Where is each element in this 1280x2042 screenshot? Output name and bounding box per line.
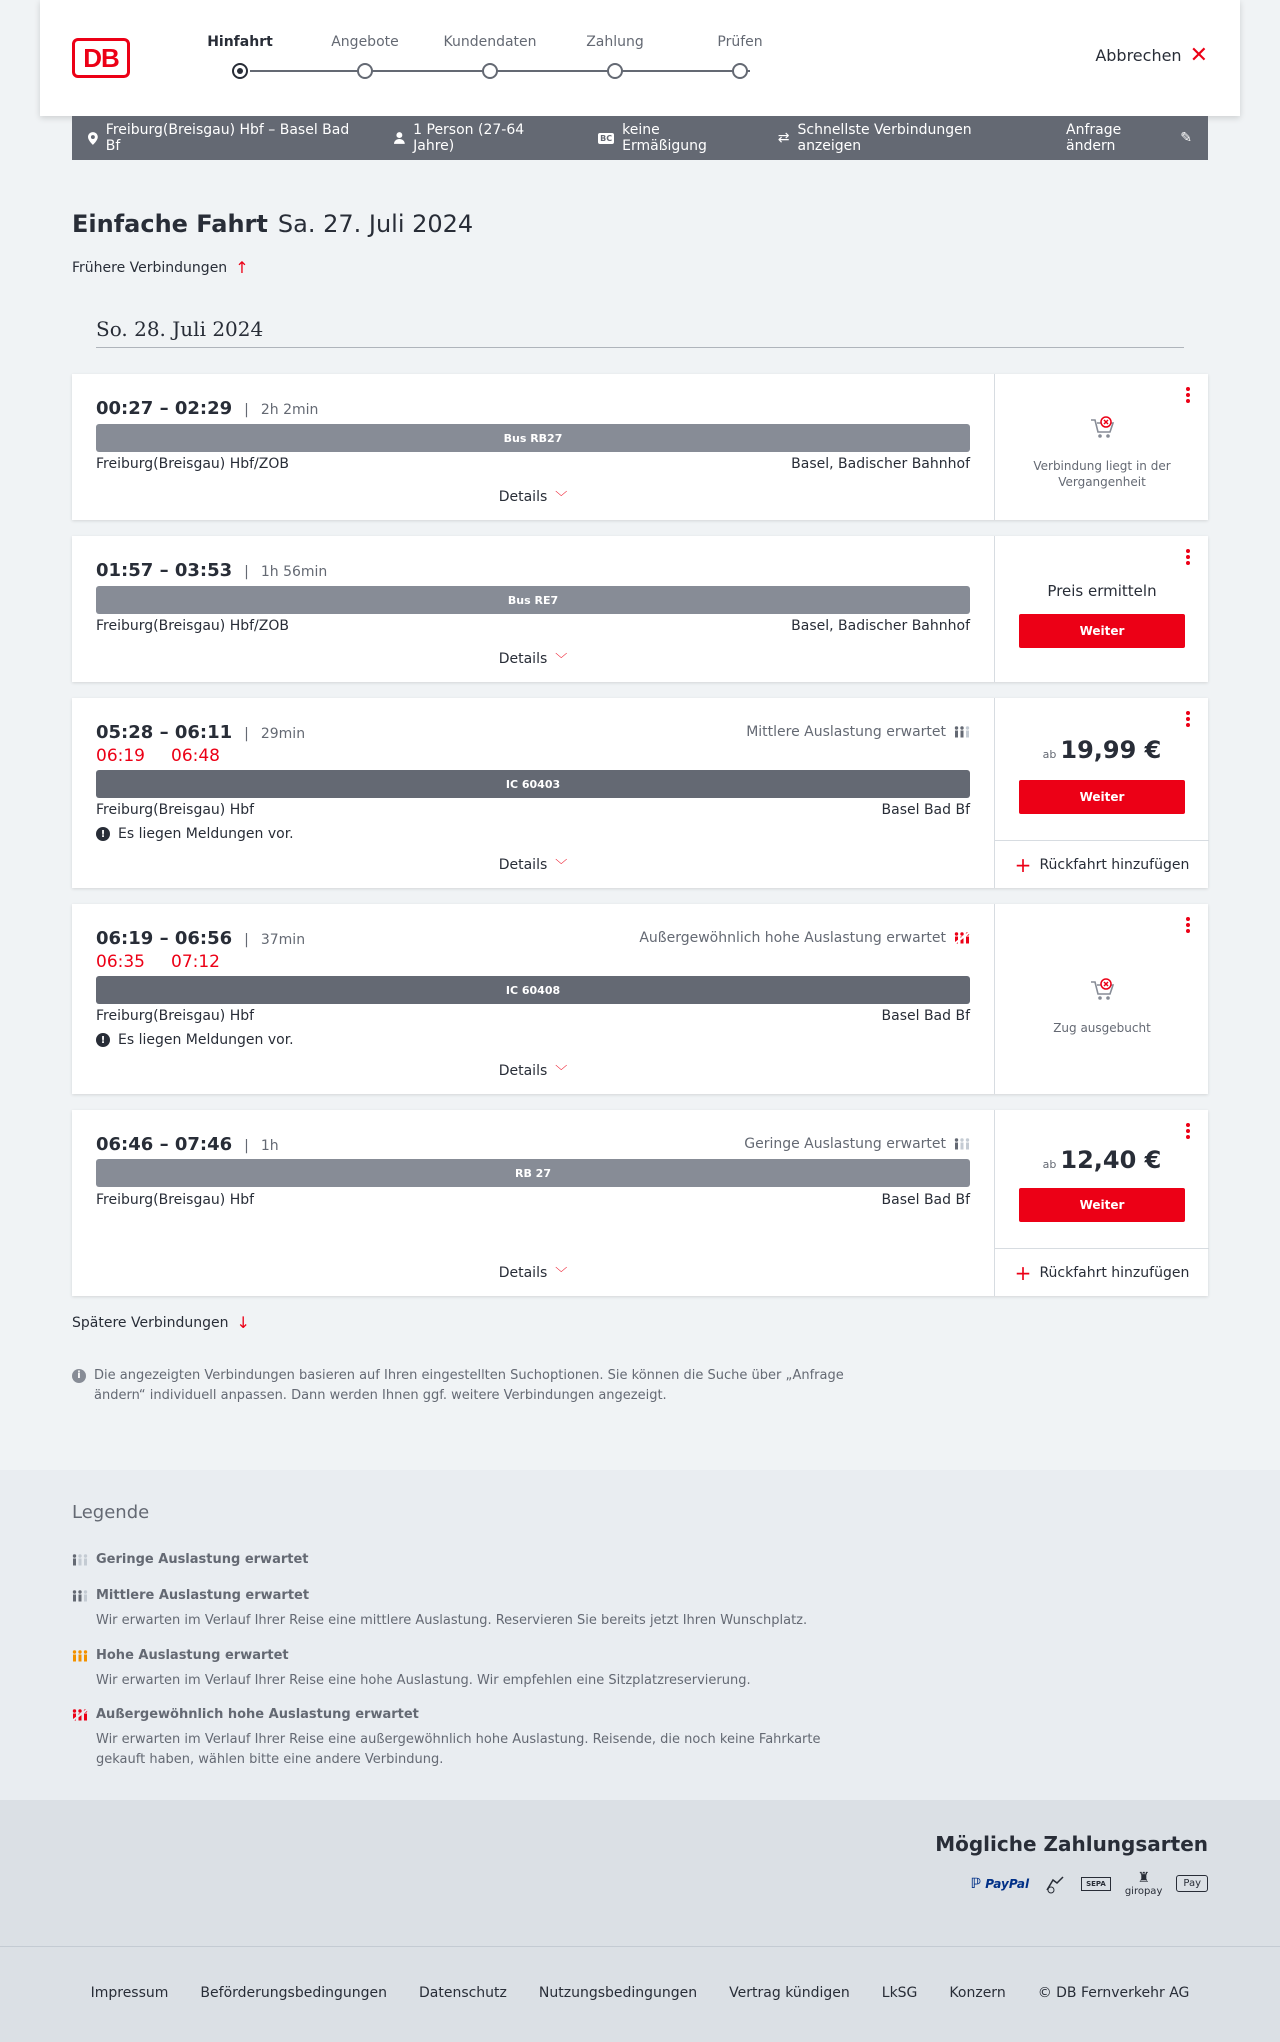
connection-card [72, 374, 1208, 520]
discount-text: keine Ermäßigung [622, 122, 707, 154]
step-dot [732, 63, 748, 79]
cart-unavailable-icon [1088, 976, 1116, 1004]
more-options-icon[interactable] [1184, 386, 1192, 406]
db-logo[interactable]: DB [72, 38, 130, 78]
summary-persons [394, 122, 566, 154]
sepa-logo-icon: SEPA [1081, 1877, 1111, 1891]
close-icon: ✕ [1189, 42, 1208, 68]
search-summary-bar [72, 116, 1208, 160]
chevron-down-icon: ﹀ [555, 1266, 568, 1280]
cancel-button[interactable] [1095, 42, 1208, 68]
continue-button[interactable]: Weiter [1019, 780, 1185, 814]
cancel-label: Abbrechen [1095, 46, 1182, 65]
legend-item: Hohe Auslastung erwartet Wir erwarten im Verlauf Ihrer Reise eine hohe Auslastung. Wir empfehlen eine Sitzplatzreservierung. [72, 1648, 852, 1691]
swap-arrows-icon: ⇄ [777, 130, 790, 146]
day-divider: So. 28. Juli 2024 [96, 317, 1184, 348]
pencil-icon: ✎ [1180, 130, 1192, 146]
connection-times: 00:27 – 02:29 | 2h 2min [96, 398, 319, 419]
connection-info [72, 1110, 994, 1296]
step-dot [482, 63, 498, 79]
step-dot [232, 63, 248, 79]
trip-type: Einfache Fahrt [72, 210, 268, 238]
giropay-logo-icon: ♜ giropay [1124, 1870, 1163, 1897]
continue-button[interactable]: Weiter [1019, 614, 1185, 648]
connection-card [72, 1110, 1208, 1296]
details-toggle[interactable]: Details ﹀ [498, 1063, 568, 1079]
add-return-trip-button[interactable]: + Rückfahrt hinzufügen [995, 840, 1209, 888]
step-hinfahrt: Hinfahrt [180, 34, 300, 50]
connection-offer [994, 1110, 1208, 1296]
duration: 29min [260, 726, 306, 742]
more-options-icon[interactable] [1184, 916, 1192, 936]
footer-link-datenschutz[interactable]: Datenschutz [418, 1985, 507, 2001]
determine-price-label: Preis ermitteln [1047, 582, 1157, 600]
connection-times: 01:57 – 03:53 | 1h 56min [96, 560, 328, 581]
footer-link-konzern[interactable]: Konzern [949, 1985, 1006, 2001]
credit-card-icon [1043, 1872, 1067, 1896]
plus-icon: + [1014, 1260, 1032, 1285]
destination-station: Basel, Badischer Bahnhof [791, 618, 970, 634]
occupancy-indicator: Mittlere Auslastung erwartet [746, 724, 970, 740]
train-bar: IC 60408 [96, 976, 970, 1004]
payment-icons [971, 1870, 1208, 1897]
step-dot [607, 63, 623, 79]
edit-request-button[interactable] [1066, 122, 1192, 154]
summary-discount [598, 122, 746, 154]
chevron-down-icon: ﹀ [555, 858, 568, 872]
bahncard-icon: BC [600, 133, 613, 143]
legend-title: Legende [72, 1502, 150, 1523]
step-pruefen: Prüfen [680, 34, 800, 50]
details-toggle[interactable]: Details ﹀ [498, 489, 568, 505]
occupancy-indicator: Außergewöhnlich hohe Auslastung erwartet [639, 930, 970, 946]
origin-station: Freiburg(Breisgau) Hbf/ZOB [96, 456, 289, 472]
chevron-down-icon: ﹀ [555, 1064, 568, 1078]
payment-title: Mögliche Zahlungsarten [935, 1832, 1208, 1856]
connection-offer [994, 698, 1208, 888]
payment-methods-section [0, 1800, 1280, 1946]
connection-offer [994, 904, 1208, 1094]
more-options-icon[interactable] [1184, 710, 1192, 730]
legend-item: Außergewöhnlich hohe Auslastung erwartet Wir erwarten im Verlauf Ihrer Reise eine außergewöhnlich hohe Auslastung. Reisende, die noch keine Fahrkarte gekauft haben, wählen bitte eine andere Verbindung. [72, 1707, 852, 1770]
occupancy-medium-icon [72, 1590, 88, 1602]
paypal-logo-icon: ℙ PayPal [970, 1875, 1030, 1892]
sold-out-note: Zug ausgebucht [1053, 1021, 1151, 1035]
chevron-down-icon: ﹀ [555, 490, 568, 504]
chevron-down-icon: ﹀ [555, 652, 568, 666]
occupancy-low-icon [72, 1554, 88, 1566]
price: ab 12,40 € [1042, 1146, 1162, 1174]
duration: 2h 2min [260, 402, 319, 418]
footer-copyright: © DB Fernverkehr AG [1037, 1985, 1190, 2001]
arrow-down-icon: ↓ [236, 1313, 250, 1332]
connection-times: 06:19 – 06:56 | 37min [96, 928, 306, 949]
step-zahlung: Zahlung [555, 34, 675, 50]
trip-date: Sa. 27. Juli 2024 [277, 210, 474, 238]
occupancy-high-icon [72, 1650, 88, 1662]
footer [0, 1946, 1280, 2042]
page-title [72, 210, 473, 238]
more-options-icon[interactable] [1184, 548, 1192, 568]
details-toggle[interactable]: Details ﹀ [498, 651, 568, 667]
fastest-text: Schnellste Verbindungen anzeigen [797, 122, 972, 154]
later-connections-link[interactable] [72, 1313, 250, 1332]
alert-icon: ! [96, 827, 110, 841]
connection-times: 06:46 – 07:46 | 1h [96, 1134, 279, 1155]
occupancy-medium-icon [954, 726, 970, 738]
notice-message: ! Es liegen Meldungen vor. [96, 826, 294, 842]
continue-button[interactable]: Weiter [1019, 1188, 1185, 1222]
legend-item: Mittlere Auslastung erwartet Wir erwarten im Verlauf Ihrer Reise eine mittlere Auslastung. Reservieren Sie bereits jetzt Ihren Wunschplatz. [72, 1588, 852, 1631]
destination-station: Basel, Badischer Bahnhof [791, 456, 970, 472]
person-icon [394, 132, 405, 144]
connection-info [72, 374, 994, 520]
summary-fastest [778, 122, 1034, 154]
step-angebote: Angebote [305, 34, 425, 50]
alert-icon: ! [96, 1033, 110, 1047]
train-bar: IC 60403 [96, 770, 970, 798]
price: ab 19,99 € [1042, 736, 1162, 764]
occupancy-indicator: Geringe Auslastung erwartet [744, 1136, 970, 1152]
connection-info [72, 904, 994, 1094]
connection-offer [994, 374, 1208, 520]
occupancy-exceptional-icon [72, 1709, 88, 1721]
info-text: Die angezeigten Verbindungen basieren auf Ihren eingestellten Suchoptionen. Sie können die Suche über „Anfrage ändern“ individuell anpassen. Dann werden Ihnen ggf. weitere Verbindungen angezeigt. [94, 1368, 844, 1403]
details-toggle[interactable]: Details ﹀ [498, 857, 568, 873]
connection-info [72, 698, 994, 888]
footer-links [0, 1985, 1280, 2001]
origin-station: Freiburg(Breisgau) Hbf [96, 1008, 255, 1024]
checkout-header [40, 0, 1240, 116]
occupancy-exceptional-icon [954, 932, 970, 944]
edit-request-label: Anfrage ändern [1066, 122, 1122, 154]
more-options-icon[interactable] [1184, 1122, 1192, 1142]
realtime-times: 06:35 07:12 [96, 952, 220, 972]
arrow-up-icon: ↑ [235, 258, 249, 277]
progress-stepper [180, 34, 790, 84]
occupancy-low-icon [954, 1138, 970, 1150]
step-dot [357, 63, 373, 79]
search-info-note [72, 1366, 852, 1406]
destination-station: Basel Bad Bf [881, 1192, 970, 1208]
route-text: Freiburg(Breisgau) Hbf – Basel Bad Bf [105, 122, 350, 154]
stepper-line [250, 70, 750, 72]
connection-info [72, 536, 994, 682]
destination-station: Basel Bad Bf [881, 802, 970, 818]
train-bar: Bus RB27 [96, 424, 970, 452]
plus-icon: + [1014, 852, 1032, 877]
footer-link-impressum[interactable]: Impressum [90, 1985, 169, 2001]
footer-link-befoerderungsbedingungen[interactable]: Beförderungsbedingungen [200, 1985, 387, 2001]
summary-route [88, 122, 362, 154]
origin-station: Freiburg(Breisgau) Hbf [96, 802, 255, 818]
destination-station: Basel Bad Bf [881, 1008, 970, 1024]
earlier-connections-link[interactable] [72, 258, 249, 277]
footer-link-nutzungsbedingungen[interactable]: Nutzungsbedingungen [538, 1985, 698, 2001]
apple-pay-logo-icon: Pay [1176, 1875, 1208, 1892]
past-connection-note: Verbindung liegt in der Vergangenheit [1033, 459, 1171, 489]
cart-unavailable-icon [1088, 414, 1116, 442]
realtime-times: 06:19 06:48 [96, 746, 220, 766]
footer-link-lksg[interactable]: LkSG [881, 1985, 918, 2001]
connection-offer [994, 536, 1208, 682]
train-bar: RB 27 [96, 1159, 970, 1187]
notice-message: ! Es liegen Meldungen vor. [96, 1032, 294, 1048]
connection-card [72, 698, 1208, 888]
origin-station: Freiburg(Breisgau) Hbf/ZOB [96, 618, 289, 634]
duration: 1h 56min [260, 564, 328, 580]
legend-item: Geringe Auslastung erwartet [72, 1552, 852, 1567]
details-toggle[interactable]: Details ﹀ [498, 1265, 568, 1281]
later-label: Spätere Verbindungen [72, 1314, 229, 1331]
connection-times: 05:28 – 06:11 | 29min [96, 722, 306, 743]
persons-text: 1 Person (27-64 Jahre) [413, 122, 525, 154]
origin-station: Freiburg(Breisgau) Hbf [96, 1192, 255, 1208]
footer-link-vertrag-kuendigen[interactable]: Vertrag kündigen [729, 1985, 850, 2001]
add-return-trip-button[interactable]: + Rückfahrt hinzufügen [995, 1248, 1209, 1296]
info-icon: i [72, 1369, 86, 1383]
earlier-label: Frühere Verbindungen [72, 259, 228, 276]
train-bar: Bus RE7 [96, 586, 970, 614]
location-pin-icon [88, 132, 98, 145]
duration: 1h [260, 1138, 279, 1154]
step-kundendaten: Kundendaten [430, 34, 550, 50]
legend-section [0, 1470, 1280, 1800]
duration: 37min [260, 932, 306, 948]
connection-card [72, 536, 1208, 682]
connection-card [72, 904, 1208, 1094]
